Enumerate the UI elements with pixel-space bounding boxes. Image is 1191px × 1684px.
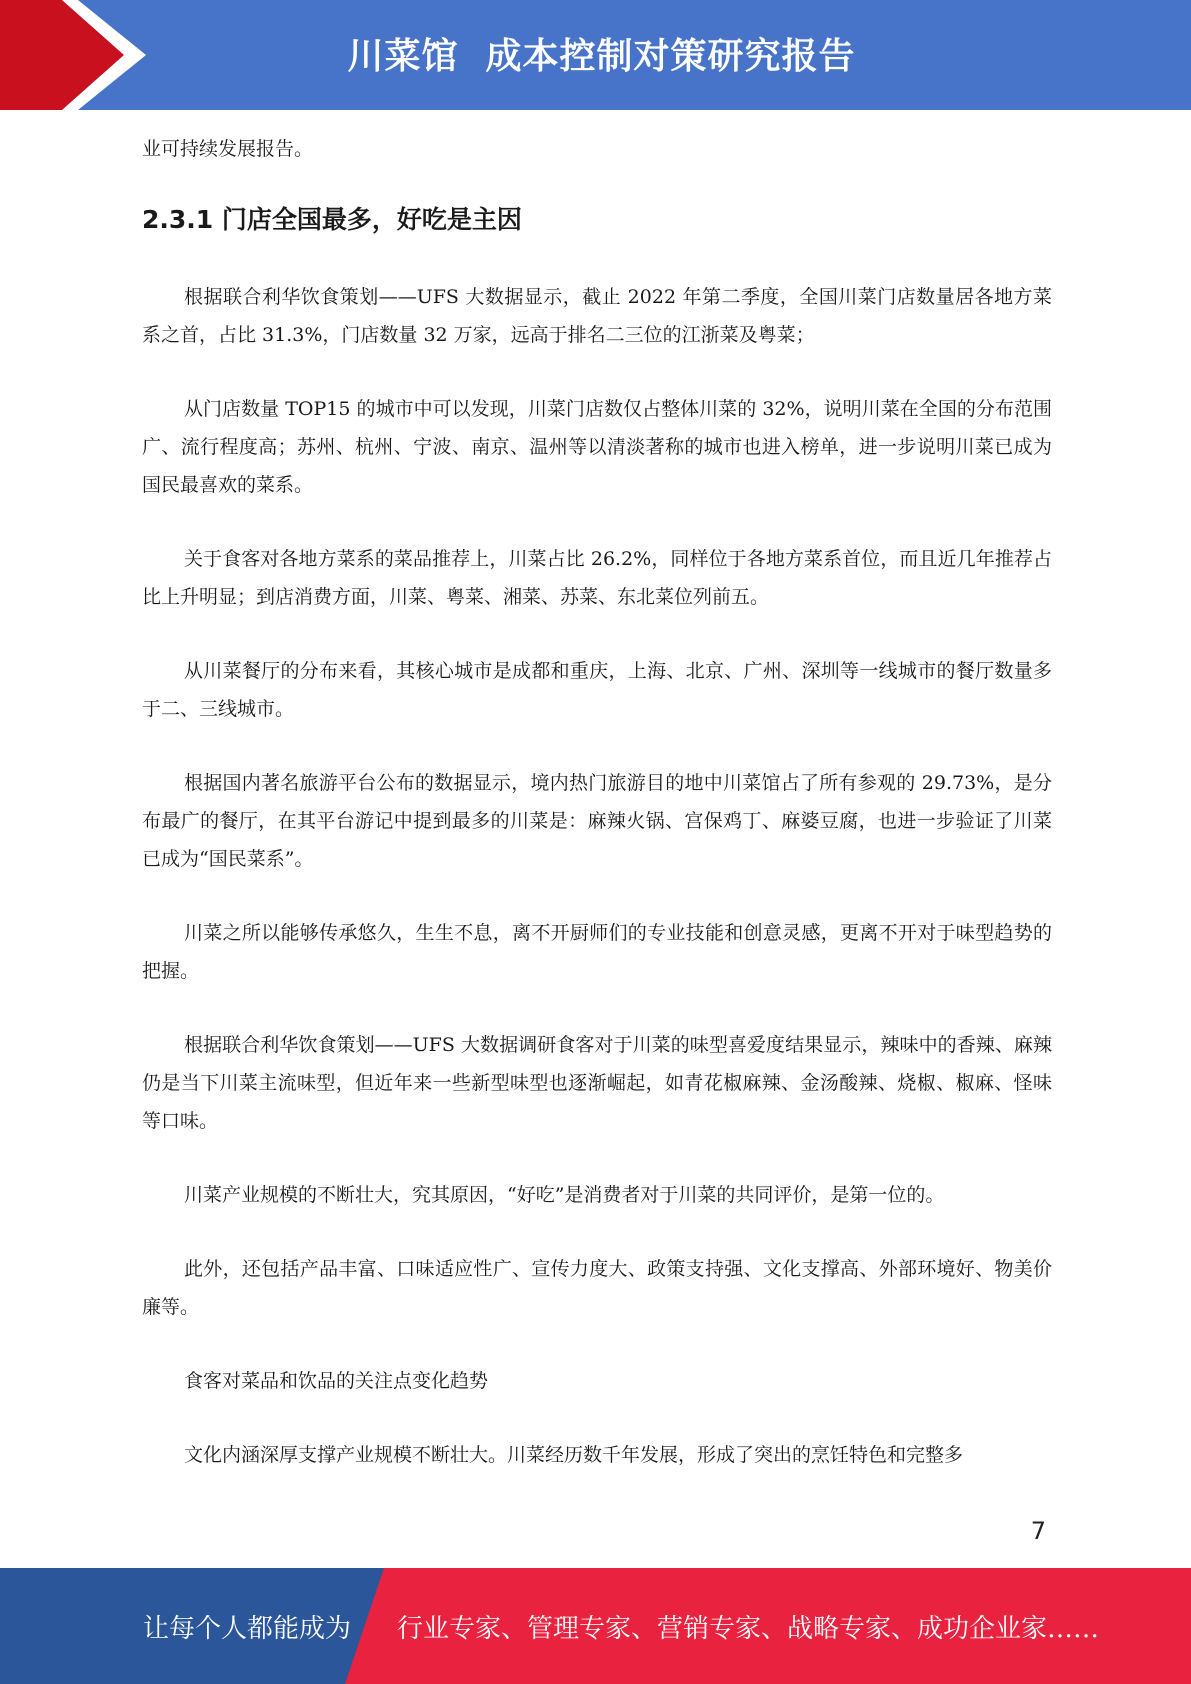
section-heading: 2.3.1 门店全国最多，好吃是主因 xyxy=(142,205,522,234)
body-paragraph-6: 川菜之所以能够传承悠久，生生不息，离不开厨师们的专业技能和创意灵感，更离不开对于味型趋势的把握。 xyxy=(142,922,1052,982)
page-header xyxy=(0,0,1191,110)
footer-slogan-right: 行业专家、管理专家、营销专家、战略专家、成功企业家…… xyxy=(397,1614,1100,1644)
body-paragraph-2: 从门店数量 TOP15 的城市中可以发现，川菜门店数仅占整体川菜的 32%，说明川菜在全国的分布范围广、流行程度高；苏州、杭州、宁波、南京、温州等以清淡著称的城市也进入榜单，进一步说明川菜已成为国民最喜欢的菜系。 xyxy=(142,398,1052,496)
body-paragraph-3: 关于食客对各地方菜系的菜品推荐上，川菜占比 26.2%，同样位于各地方菜系首位，而且近几年推荐占比上升明显；到店消费方面，川菜、粤菜、湘菜、苏菜、东北菜位列前五。 xyxy=(142,548,1052,608)
report-title: 川菜馆 成本控制对策研究报告 xyxy=(347,36,856,77)
lead-paragraph: 业可持续发展报告。 xyxy=(142,138,314,160)
body-paragraph-7: 根据联合利华饮食策划——UFS 大数据调研食客对于川菜的味型喜爱度结果显示，辣味中的香辣、麻辣仍是当下川菜主流味型，但近年来一些新型味型也逐渐崛起，如青花椒麻辣、金汤酸辣、烧椒、椒麻、怪味等口味。 xyxy=(142,1034,1052,1132)
body-paragraph-1: 根据联合利华饮食策划——UFS 大数据显示，截止 2022 年第二季度，全国川菜门店数量居各地方菜系之首，占比 31.3%，门店数量 32 万家，远高于排名二三位的江浙菜及粤菜； xyxy=(142,286,1052,346)
document-body xyxy=(142,130,1052,1474)
body-paragraph-8: 川菜产业规模的不断壮大，究其原因，“好吃”是消费者对于川菜的共同评价，是第一位的。 xyxy=(184,1184,945,1206)
page-footer xyxy=(0,1568,1191,1684)
body-paragraph-11: 文化内涵深厚支撑产业规模不断壮大。川菜经历数千年发展，形成了突出的烹饪特色和完整多 xyxy=(184,1444,964,1466)
body-paragraph-9: 此外，还包括产品丰富、口味适应性广、宣传力度大、政策支持强、文化支撑高、外部环境好、物美价廉等。 xyxy=(142,1258,1052,1318)
body-paragraph-5: 根据国内著名旅游平台公布的数据显示，境内热门旅游目的地中川菜馆占了所有参观的 29.73%，是分布最广的餐厅，在其平台游记中提到最多的川菜是：麻辣火锅、宫保鸡丁、麻婆豆腐，也进一步验证了川菜已成为“国民菜系”。 xyxy=(142,772,1052,870)
page-number: 7 xyxy=(1030,1517,1046,1545)
footer-slogan-left: 让每个人都能成为 xyxy=(143,1614,352,1644)
body-paragraph-4: 从川菜餐厅的分布来看，其核心城市是成都和重庆，上海、北京、广州、深圳等一线城市的餐厅数量多于二、三线城市。 xyxy=(142,660,1052,720)
body-paragraph-10: 食客对菜品和饮品的关注点变化趋势 xyxy=(184,1370,489,1392)
